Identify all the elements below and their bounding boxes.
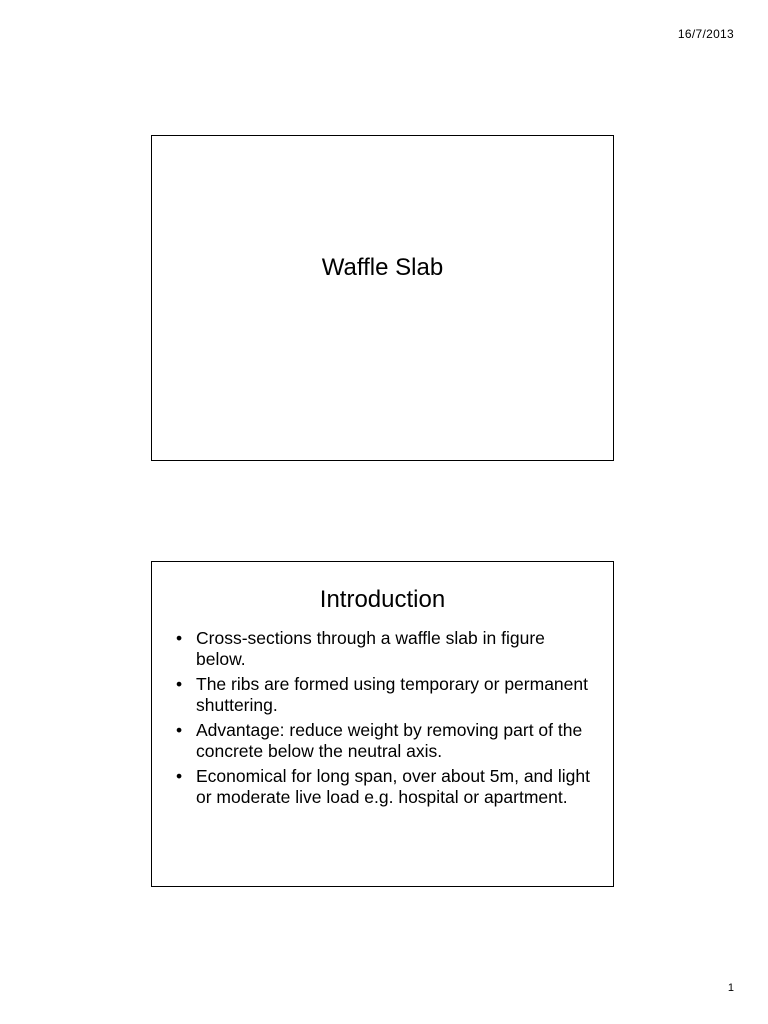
bullet-item [174,674,591,716]
bullet-icon: • [176,674,183,694]
bullet-icon: • [176,720,183,740]
slide-introduction [151,561,614,887]
page-number: 1 [727,982,734,994]
bullet-list [152,628,613,808]
bullet-icon: • [176,628,183,648]
slide-heading: Introduction [319,586,446,613]
slide-title: Waffle Slab [321,254,444,281]
bullet-item [174,720,591,762]
bullet-icon: • [176,766,183,786]
bullet-item [174,766,591,808]
bullet-text: Cross-sections through a waffle slab in figure below. [196,628,545,669]
slide-title-card [151,135,614,461]
bullet-text: Economical for long span, over about 5m, and light or moderate live load e.g. hospital or apartment. [196,766,590,807]
bullet-item [174,628,591,670]
page-date: 16/7/2013 [677,27,734,41]
bullet-text: The ribs are formed using temporary or permanent shuttering. [196,674,588,715]
bullet-text: Advantage: reduce weight by removing part of the concrete below the neutral axis. [196,720,583,761]
